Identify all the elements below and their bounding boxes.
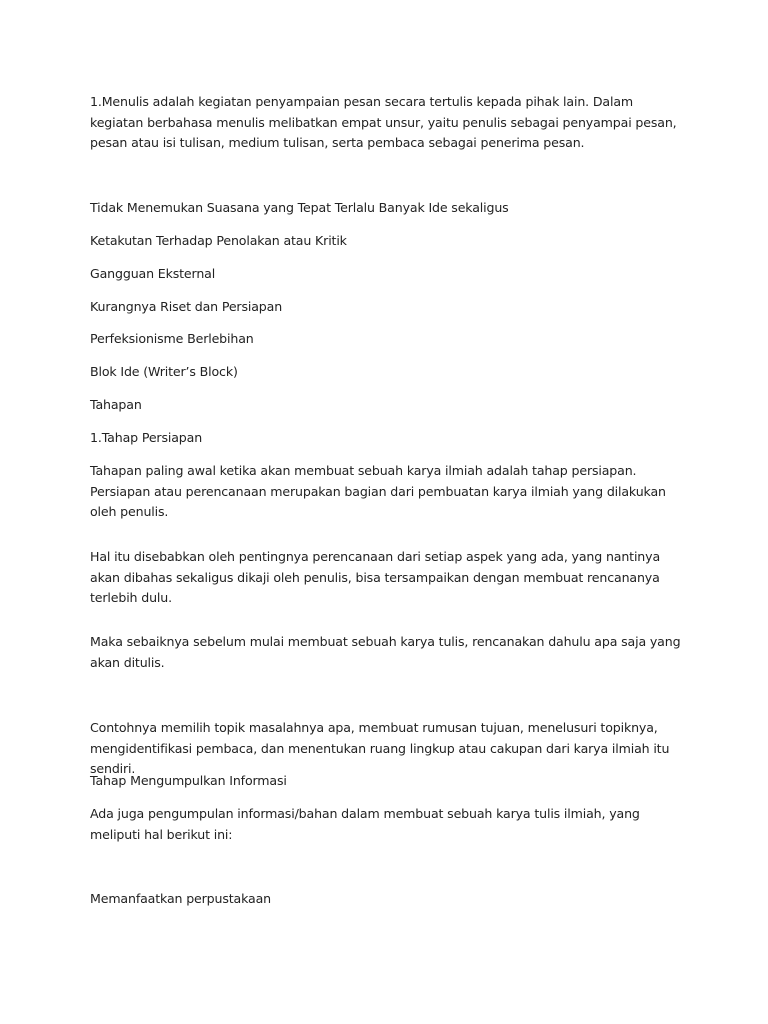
paragraph-plan-first: Maka sebaiknya sebelum mulai membuat sebuah karya tulis, rencanakan dahulu apa saja yang akan ditulis. (90, 634, 681, 670)
paragraph-planning-reason: Hal itu disebabkan oleh pentingnya perencanaan dari setiap aspek yang ada, yang nantinya akan dibahas sekaligus dikaji oleh penulis, bisa tersampaikan dengan membuat rencananya terlebih dulu. (90, 549, 661, 605)
paragraph-definition: 1.Menulis adalah kegiatan penyampaian pesan secara tertulis kepada pihak lain. Dalam kegiatan berbahasa menulis melibatkan empat unsur, yaitu penulis sebagai penyampai pesan, pesan atau isi tulisan, medium tulisan, serta pembaca sebagai penerima pesan. (90, 94, 677, 150)
subheading-collect-information: Tahap Mengumpulkan Informasi (90, 773, 287, 788)
subheading-preparation: 1.Tahap Persiapan (90, 430, 203, 445)
list-item-library: Memanfaatkan perpustakaan (90, 891, 272, 906)
paragraph-examples: Contohnya memilih topik masalahnya apa, membuat rumusan tujuan, menelusuri topiknya, mengidentifikasi pembaca, dan menentukan ruang lingkup atau cakupan dari karya ilmiah itu sendiri. (90, 720, 670, 776)
list-item-obstacle: Kurangnya Riset dan Persiapan (90, 299, 283, 314)
list-item-obstacle: Ketakutan Terhadap Penolakan atau Kritik (90, 233, 347, 248)
section-heading-stages: Tahapan (90, 397, 142, 412)
list-item-obstacle: Blok Ide (Writer’s Block) (90, 364, 238, 379)
paragraph-preparation: Tahapan paling awal ketika akan membuat sebuah karya ilmiah adalah tahap persiapan. Persiapan atau perencanaan merupakan bagian dari pembuatan karya ilmiah yang dilakukan oleh penulis. (90, 463, 666, 519)
list-item-obstacle: Gangguan Eksternal (90, 266, 216, 281)
paragraph-collect-information: Ada juga pengumpulan informasi/bahan dalam membuat sebuah karya tulis ilmiah, yang meliputi hal berikut ini: (90, 806, 640, 842)
list-item-obstacle: Tidak Menemukan Suasana yang Tepat Terlalu Banyak Ide sekaligus (90, 200, 509, 215)
list-item-obstacle: Perfeksionisme Berlebihan (90, 331, 254, 346)
